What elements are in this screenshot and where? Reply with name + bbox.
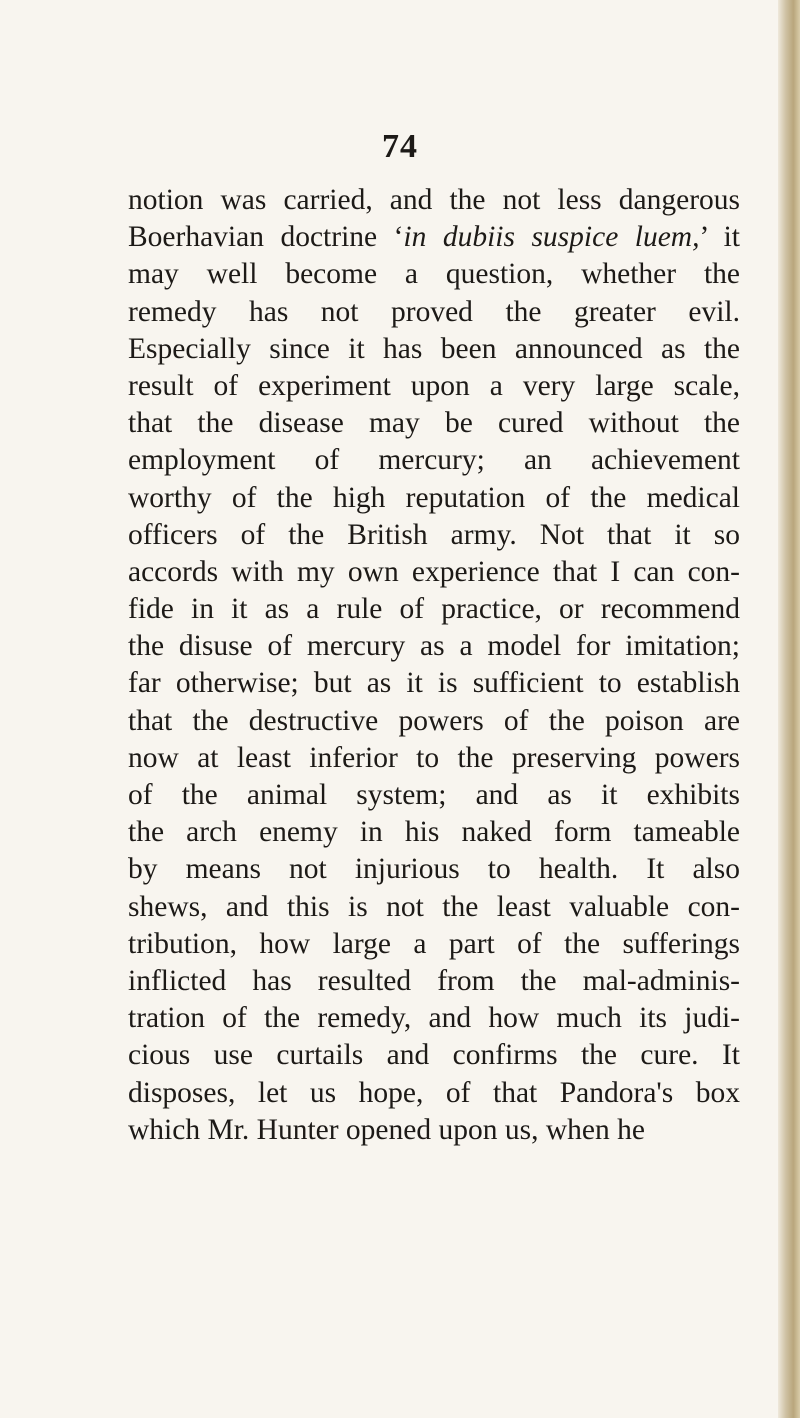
text-line: tribution, how large a part of the sufferings	[128, 927, 740, 960]
text-line: that the destructive powers of the poison are	[128, 704, 740, 737]
line-text-before-quote: Boerhavian doctrine ‘	[128, 221, 404, 254]
text-line: accords with my own experience that I can con-	[128, 555, 740, 588]
text-line: which Mr. Hunter opened upon us, when he	[128, 1113, 645, 1146]
text-line: by means not injurious to health. It also	[128, 853, 740, 886]
text-line: the disuse of mercury as a model for imitation;	[128, 630, 740, 663]
text-line: may well become a question, whether the	[128, 258, 740, 291]
text-line: disposes, let us hope, of that Pandora's box	[128, 1076, 740, 1109]
line-text-after-quote: ’ it	[699, 221, 741, 254]
text-line: the arch enemy in his naked form tameable	[128, 816, 740, 849]
text-line: far otherwise; but as it is sufficient to establish	[128, 667, 740, 700]
text-line: that the disease may be cured without the	[128, 407, 740, 440]
text-line: officers of the British army. Not that it so	[128, 518, 740, 551]
page-number: 74	[382, 128, 418, 165]
text-line: cious use curtails and confirms the cure. It	[128, 1039, 740, 1072]
page-edge-shadow	[778, 0, 800, 1418]
text-line: notion was carried, and the not less dangerous	[128, 184, 740, 216]
text-line: shews, and this is not the least valuable con-	[128, 890, 740, 923]
text-line: Especially since it has been announced as the	[128, 332, 740, 365]
text-line: of the animal system; and as it exhibits	[128, 779, 740, 811]
latin-quote: in dubiis suspice luem,	[403, 221, 700, 254]
text-line: now at least inferior to the preserving powers	[128, 741, 740, 774]
text-line	[128, 219, 740, 256]
text-line: result of experiment upon a very large scale,	[128, 369, 740, 402]
text-line: remedy has not proved the greater evil.	[128, 295, 740, 328]
text-line: inflicted has resulted from the mal-adminis-	[128, 964, 740, 997]
text-line: fide in it as a rule of practice, or recommend	[128, 593, 740, 626]
body-text	[128, 182, 740, 1149]
text-line: worthy of the high reputation of the medical	[128, 481, 740, 514]
text-line: tration of the remedy, and how much its judi-	[128, 1002, 740, 1035]
text-line: employment of mercury; an achievement	[128, 444, 740, 477]
